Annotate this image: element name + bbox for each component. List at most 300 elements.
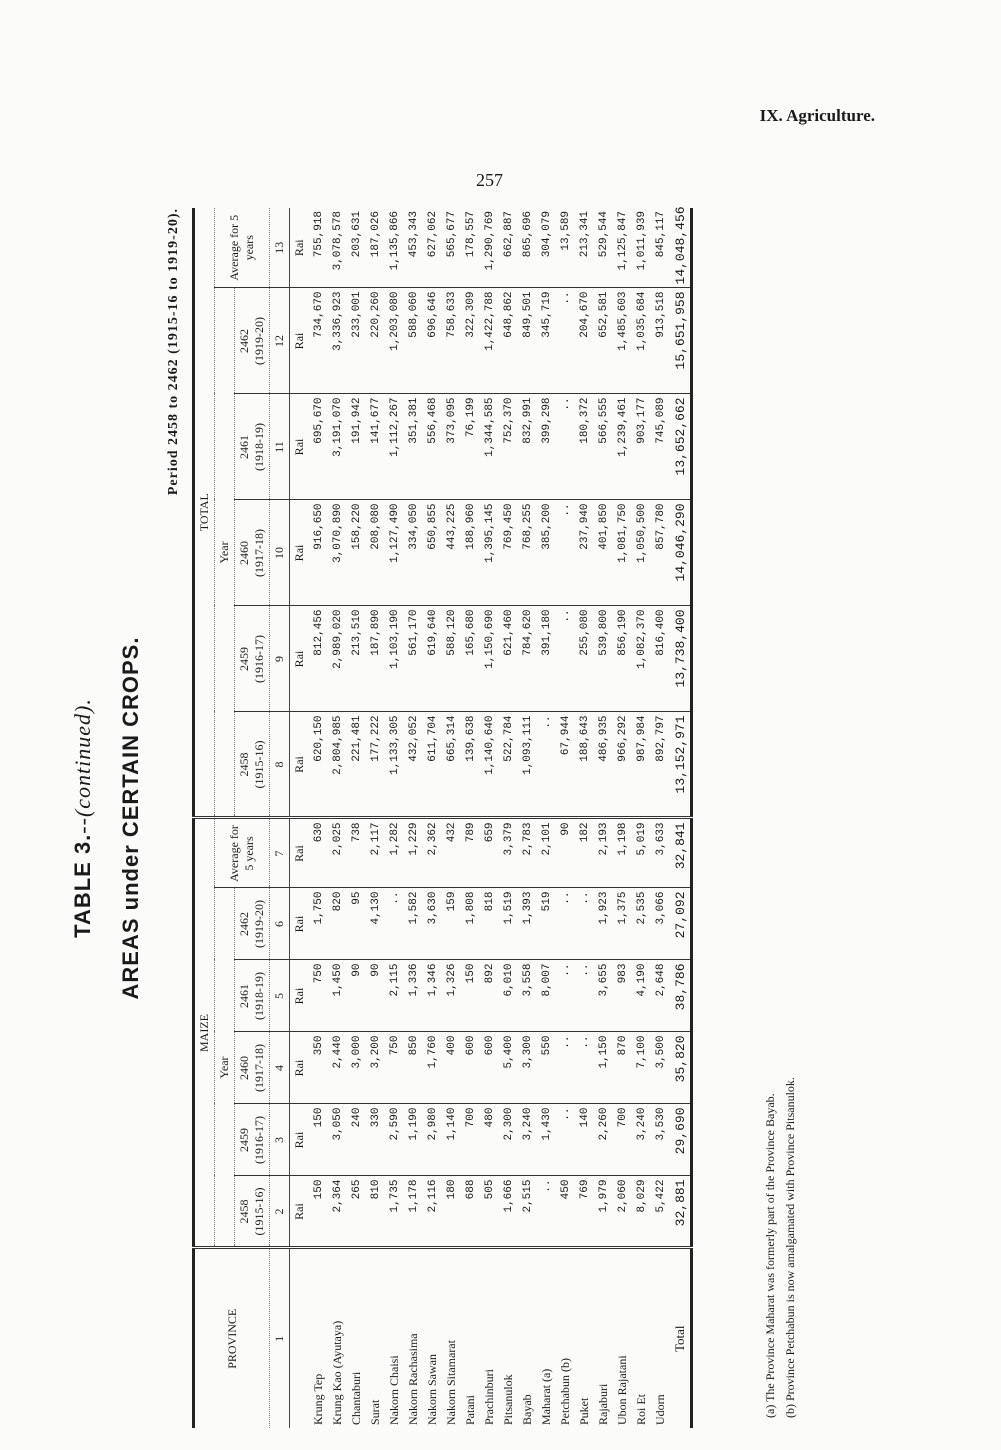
total-value: 650,855	[423, 500, 442, 606]
maize-value: 1,198	[613, 818, 632, 888]
period-label: Period 2458 to 2462 (1915-16 to 1919-20).	[166, 208, 181, 496]
maize-value: 2,590	[385, 1104, 404, 1176]
table-row	[385, 208, 404, 1428]
grand-total: 13,652,662	[670, 394, 692, 500]
year-ad: (1918-19)	[252, 972, 266, 1020]
maize-value: 700	[613, 1104, 632, 1176]
total-value: 204,670	[575, 288, 594, 394]
column-number: 13	[270, 208, 290, 288]
total-value: 1,422,788	[480, 288, 499, 394]
total-value: 648,862	[499, 288, 518, 394]
total-value: 165,680	[461, 606, 480, 712]
column-number: 4	[270, 1032, 290, 1104]
maize-value: 2,060	[613, 1176, 632, 1248]
total-value: 351,381	[404, 394, 423, 500]
total-value: 1,140,640	[480, 712, 499, 818]
maize-value: 2,260	[594, 1104, 613, 1176]
total-value: 913,518	[651, 288, 670, 394]
maize-value: 8,029	[632, 1176, 651, 1248]
total-value: 187,890	[366, 606, 385, 712]
maize-value: 1,178	[404, 1176, 423, 1248]
maize-value: 5,400	[499, 1032, 518, 1104]
column-number: 7	[270, 818, 290, 888]
footnote-a: (a) The Province Maharat was formerly part of the Province Bayab.	[763, 1093, 777, 1418]
total-value: 2,989,020	[328, 606, 347, 712]
maize-value: 2,117	[366, 818, 385, 888]
maize-value: 95	[347, 888, 366, 960]
total-year-cell	[235, 606, 270, 712]
maize-value: 789	[461, 818, 480, 888]
maize-value: ..	[575, 888, 594, 960]
total-value: 620,150	[309, 712, 328, 818]
maize-value: 4,190	[632, 960, 651, 1032]
maize-value: 1,375	[613, 888, 632, 960]
total-value: 1,344,585	[480, 394, 499, 500]
total-value: 1,150,690	[480, 606, 499, 712]
total-value: 1,395,145	[480, 500, 499, 606]
maize-header: MAIZE	[194, 818, 215, 1248]
total-value: 322,309	[461, 288, 480, 394]
maize-value: 1,666	[499, 1176, 518, 1248]
maize-value: 659	[480, 818, 499, 888]
maize-year-cell	[235, 1032, 270, 1104]
grand-total: 14,048,456	[670, 208, 692, 288]
maize-total: 38,786	[670, 960, 692, 1032]
total-value: 213,510	[347, 606, 366, 712]
year-ad: (1915-16)	[252, 740, 266, 789]
total-value: 588,120	[442, 606, 461, 712]
total-value: 1,127,490	[385, 500, 404, 606]
maize-value: 1,519	[499, 888, 518, 960]
maize-value: 630	[309, 818, 328, 888]
maize-value: 3,530	[651, 1104, 670, 1176]
province-name: Nakorn Chaisi	[387, 1355, 401, 1425]
table-row	[613, 208, 632, 1428]
maize-value: 90	[556, 818, 575, 888]
maize-value: ..	[556, 960, 575, 1032]
maize-value: 150	[461, 960, 480, 1032]
maize-value: 3,630	[423, 888, 442, 960]
unit-label: Rai	[290, 888, 310, 960]
unit-label: Rai	[290, 712, 310, 818]
total-value: 758,633	[442, 288, 461, 394]
total-value: 768,255	[518, 500, 537, 606]
table-row	[309, 208, 328, 1428]
maize-value: 2,515	[518, 1176, 537, 1248]
total-value: 588,060	[404, 288, 423, 394]
total-value: 752,370	[499, 394, 518, 500]
year-ad: (1918-19)	[252, 422, 266, 471]
total-value: 187,026	[366, 208, 385, 288]
maize-value: 150	[309, 1176, 328, 1248]
total-label: Total	[672, 1325, 687, 1353]
maize-value: ..	[556, 888, 575, 960]
province-name: Patani	[463, 1395, 477, 1425]
total-value: 3,191,070	[328, 394, 347, 500]
table-row	[556, 208, 575, 1428]
total-value: 832,991	[518, 394, 537, 500]
maize-total: 29,690	[670, 1104, 692, 1176]
maize-value: 180	[442, 1176, 461, 1248]
total-value: 304,079	[537, 208, 556, 288]
maize-value: 1,326	[442, 960, 461, 1032]
maize-value: 1,750	[309, 888, 328, 960]
total-value: 191,942	[347, 394, 366, 500]
year-ad: (1917-18)	[252, 528, 266, 577]
total-value: 1,203,080	[385, 288, 404, 394]
total-value: 662,887	[499, 208, 518, 288]
year-ad: (1917-18)	[252, 1044, 266, 1092]
maize-value: ..	[556, 1032, 575, 1104]
maize-value: 90	[347, 960, 366, 1032]
maize-value: 240	[347, 1104, 366, 1176]
total-value: 529,544	[594, 208, 613, 288]
maize-value: 5,422	[651, 1176, 670, 1248]
province-name: Surat	[368, 1399, 382, 1425]
total-value: ..	[556, 394, 575, 500]
maize-value: 700	[461, 1104, 480, 1176]
total-value: 522,784	[499, 712, 518, 818]
maize-total: 32,881	[670, 1176, 692, 1248]
maize-value: 1,735	[385, 1176, 404, 1248]
table-row	[423, 208, 442, 1428]
province-name: Krung Tep	[311, 1373, 325, 1425]
year-be: 2459	[237, 1128, 251, 1152]
table-title: TABLE 3.--(continued).	[70, 698, 95, 938]
table-row	[594, 208, 613, 1428]
year-be: 2460	[237, 1056, 251, 1080]
table-row	[442, 208, 461, 1428]
maize-value: 550	[537, 1032, 556, 1104]
total-value: 139,638	[461, 712, 480, 818]
total-value: ..	[556, 606, 575, 712]
maize-value: 2,783	[518, 818, 537, 888]
year-ad: (1919-20)	[252, 900, 266, 948]
maize-value: 1,450	[328, 960, 347, 1032]
maize-value: 600	[480, 1032, 499, 1104]
column-number: 3	[270, 1104, 290, 1176]
maize-value: 1,346	[423, 960, 442, 1032]
total-value: 177,222	[366, 712, 385, 818]
total-value: 1,112,267	[385, 394, 404, 500]
maize-value: 265	[347, 1176, 366, 1248]
total-value: 2,804,985	[328, 712, 347, 818]
total-value: 611,704	[423, 712, 442, 818]
total-year-cell	[235, 288, 270, 394]
maize-value: ..	[385, 888, 404, 960]
total-value: 203,631	[347, 208, 366, 288]
unit-label: Rai	[290, 1032, 310, 1104]
maize-value: ..	[556, 1104, 575, 1176]
table-row	[518, 208, 537, 1428]
total-value: 565,677	[442, 208, 461, 288]
total-year-cell	[235, 500, 270, 606]
maize-value: 4,130	[366, 888, 385, 960]
total-value: 1,082,370	[632, 606, 651, 712]
maize-value: 8,007	[537, 960, 556, 1032]
column-number: 12	[270, 288, 290, 394]
total-value: 566,555	[594, 394, 613, 500]
total-value: 432,052	[404, 712, 423, 818]
total-value: 755,918	[309, 208, 328, 288]
year-ad: (1915-16)	[252, 1187, 266, 1236]
total-value: 1,035,684	[632, 288, 651, 394]
maize-value: 2,101	[537, 818, 556, 888]
maize-year-cell	[235, 960, 270, 1032]
maize-value: 432	[442, 818, 461, 888]
total-value: 373,095	[442, 394, 461, 500]
year-be: 2458	[237, 1199, 251, 1224]
total-value: 399,298	[537, 394, 556, 500]
maize-value: 2,025	[328, 818, 347, 888]
province-name: Chantaburi	[349, 1371, 363, 1425]
rotated-table-page	[60, 208, 820, 1428]
province-name: Pitsanulok	[501, 1374, 515, 1425]
maize-total: 27,092	[670, 888, 692, 960]
maize-value: ..	[575, 1032, 594, 1104]
maize-value: 1,760	[423, 1032, 442, 1104]
maize-value: 1,282	[385, 818, 404, 888]
total-value: 849,501	[518, 288, 537, 394]
maize-value: 1,582	[404, 888, 423, 960]
province-name: Udorn	[653, 1394, 667, 1425]
footnotes	[760, 1077, 800, 1418]
maize-value: 3,655	[594, 960, 613, 1032]
total-value: 745,089	[651, 394, 670, 500]
maize-value: 1,979	[594, 1176, 613, 1248]
total-value: 391,180	[537, 606, 556, 712]
province-name: Nakorn Sitamarat	[444, 1340, 458, 1425]
maize-value: 1,430	[537, 1104, 556, 1176]
year-be: 2459	[237, 646, 251, 671]
total-value: 237,940	[575, 500, 594, 606]
unit-label: Rai	[290, 960, 310, 1032]
unit-label: Rai	[290, 208, 310, 288]
total-value: 734,670	[309, 288, 328, 394]
table-row	[347, 208, 366, 1428]
table-row	[651, 208, 670, 1428]
total-value: 1,485,603	[613, 288, 632, 394]
maize-value: 2,362	[423, 818, 442, 888]
maize-value: 3,633	[651, 818, 670, 888]
year-be: 2461	[237, 434, 251, 459]
total-value: 1,081,750	[613, 500, 632, 606]
total-value: 916,650	[309, 500, 328, 606]
total-value: 1,290,769	[480, 208, 499, 288]
table-row	[480, 208, 499, 1428]
total-value: 1,125,847	[613, 208, 632, 288]
total-value: 3,070,890	[328, 500, 347, 606]
total-value: 401,850	[594, 500, 613, 606]
province-name: Ubon Rajatani	[615, 1355, 629, 1425]
total-value: 556,468	[423, 394, 442, 500]
column-number: 11	[270, 394, 290, 500]
total-value: 453,343	[404, 208, 423, 288]
total-value: ..	[537, 712, 556, 818]
total-value: 208,080	[366, 500, 385, 606]
table-row	[366, 208, 385, 1428]
maize-value: 810	[366, 1176, 385, 1248]
column-number: 1	[272, 1335, 286, 1342]
table-row	[632, 208, 651, 1428]
year-be: 2462	[237, 912, 251, 936]
maize-value: 2,300	[499, 1104, 518, 1176]
maize-value: 400	[442, 1032, 461, 1104]
maize-year-cell	[235, 1176, 270, 1248]
total-value: 619,640	[423, 606, 442, 712]
total-value: 812,456	[309, 606, 328, 712]
unit-label: Rai	[290, 394, 310, 500]
province-name: Petchabun (b)	[558, 1358, 572, 1425]
grand-total: 14,046,290	[670, 500, 692, 606]
maize-value: 6,010	[499, 960, 518, 1032]
maize-value: 480	[480, 1104, 499, 1176]
total-value: 769,450	[499, 500, 518, 606]
maize-value: 3,066	[651, 888, 670, 960]
total-value: 443,225	[442, 500, 461, 606]
total-value: 1,133,305	[385, 712, 404, 818]
total-value: 845,117	[651, 208, 670, 288]
total-value: 652,581	[594, 288, 613, 394]
total-value: 987,984	[632, 712, 651, 818]
total-header: TOTAL	[194, 208, 215, 818]
total-value: 13,589	[556, 208, 575, 288]
table-row	[537, 208, 556, 1428]
total-value: 892,797	[651, 712, 670, 818]
maize-year-header: Year	[215, 888, 235, 1248]
maize-value: 3,300	[518, 1032, 537, 1104]
total-value: 665,314	[442, 712, 461, 818]
table-subtitle: AREAS under CERTAIN CROPS.	[118, 636, 143, 1000]
maize-value: 1,393	[518, 888, 537, 960]
province-name: Rajaburi	[596, 1383, 610, 1425]
total-average-header: Average for 5 years	[215, 208, 270, 288]
maize-value: 750	[309, 960, 328, 1032]
maize-value: 2,648	[651, 960, 670, 1032]
table-row	[328, 208, 347, 1428]
total-value: 158,220	[347, 500, 366, 606]
maize-value: 870	[613, 1032, 632, 1104]
maize-total: 32,841	[670, 818, 692, 888]
unit-blank	[290, 1248, 310, 1428]
total-value: 141,677	[366, 394, 385, 500]
total-value: 213,341	[575, 208, 594, 288]
total-value: 334,050	[404, 500, 423, 606]
column-number: 8	[270, 712, 290, 818]
unit-label: Rai	[290, 1104, 310, 1176]
province-name: Nakorn Rachasima	[406, 1333, 420, 1425]
province-name: Bayab	[520, 1394, 534, 1425]
total-value: 816,400	[651, 606, 670, 712]
total-value: 1,239,461	[613, 394, 632, 500]
maize-value: 350	[309, 1032, 328, 1104]
total-value: 903,177	[632, 394, 651, 500]
maize-value: 738	[347, 818, 366, 888]
maize-value: 850	[404, 1032, 423, 1104]
maize-value: 750	[385, 1032, 404, 1104]
total-value: 784,620	[518, 606, 537, 712]
total-value: 345,719	[537, 288, 556, 394]
grand-total: 13,152,971	[670, 712, 692, 818]
total-value: 221,481	[347, 712, 366, 818]
maize-total: 35,820	[670, 1032, 692, 1104]
total-value: 178,557	[461, 208, 480, 288]
total-value: 486,935	[594, 712, 613, 818]
maize-value: 2,440	[328, 1032, 347, 1104]
maize-value: 159	[442, 888, 461, 960]
total-value: 76,199	[461, 394, 480, 500]
maize-value: 1,336	[404, 960, 423, 1032]
maize-value: 769	[575, 1176, 594, 1248]
footnote-b: (b) Province Petchabun is now amalgamated with Province Pitsanulok.	[783, 1077, 797, 1418]
year-be: 2458	[237, 752, 251, 777]
column-number: 2	[270, 1176, 290, 1248]
grand-total: 13,738,400	[670, 606, 692, 712]
total-year-cell	[235, 394, 270, 500]
maize-value: ..	[537, 1176, 556, 1248]
column-number: 9	[270, 606, 290, 712]
total-value: 856,190	[613, 606, 632, 712]
maize-value: 2,535	[632, 888, 651, 960]
total-value: 1,135,866	[385, 208, 404, 288]
total-value: ..	[556, 288, 575, 394]
maize-value: 820	[328, 888, 347, 960]
unit-label: Rai	[290, 1176, 310, 1248]
total-value: 966,292	[613, 712, 632, 818]
total-value: 1,050,500	[632, 500, 651, 606]
column-number: 10	[270, 500, 290, 606]
total-value: 696,646	[423, 288, 442, 394]
maize-value: 3,240	[518, 1104, 537, 1176]
total-value: 67,944	[556, 712, 575, 818]
maize-value: 1,150	[594, 1032, 613, 1104]
maize-value: 7,100	[632, 1032, 651, 1104]
total-value: 233,001	[347, 288, 366, 394]
province-name: Roi Et	[634, 1393, 648, 1425]
maize-value: 1,190	[404, 1104, 423, 1176]
maize-value: 1,808	[461, 888, 480, 960]
maize-value: 182	[575, 818, 594, 888]
total-value: 188,643	[575, 712, 594, 818]
total-value: 3,336,923	[328, 288, 347, 394]
total-value: 627,062	[423, 208, 442, 288]
year-ad: (1916-17)	[252, 1116, 266, 1164]
unit-label: Rai	[290, 606, 310, 712]
maize-value: 3,558	[518, 960, 537, 1032]
total-value: 188,960	[461, 500, 480, 606]
maize-value: 90	[366, 960, 385, 1032]
unit-label: Rai	[290, 818, 310, 888]
maize-value: 600	[461, 1032, 480, 1104]
maize-year-cell	[235, 1104, 270, 1176]
total-value: 857,780	[651, 500, 670, 606]
maize-value: 2,193	[594, 818, 613, 888]
maize-value: 330	[366, 1104, 385, 1176]
maize-value: 3,000	[347, 1032, 366, 1104]
total-value: 220,260	[366, 288, 385, 394]
province-name: Maharat (a)	[539, 1368, 553, 1425]
maize-value: 140	[575, 1104, 594, 1176]
page-number: 257	[476, 170, 503, 190]
maize-value: 3,379	[499, 818, 518, 888]
unit-label: Rai	[290, 500, 310, 606]
year-be: 2461	[237, 984, 251, 1008]
maize-value: 1,140	[442, 1104, 461, 1176]
year-ad: (1916-17)	[252, 634, 266, 683]
total-value: 621,460	[499, 606, 518, 712]
maize-value: 818	[480, 888, 499, 960]
maize-value: 688	[461, 1176, 480, 1248]
